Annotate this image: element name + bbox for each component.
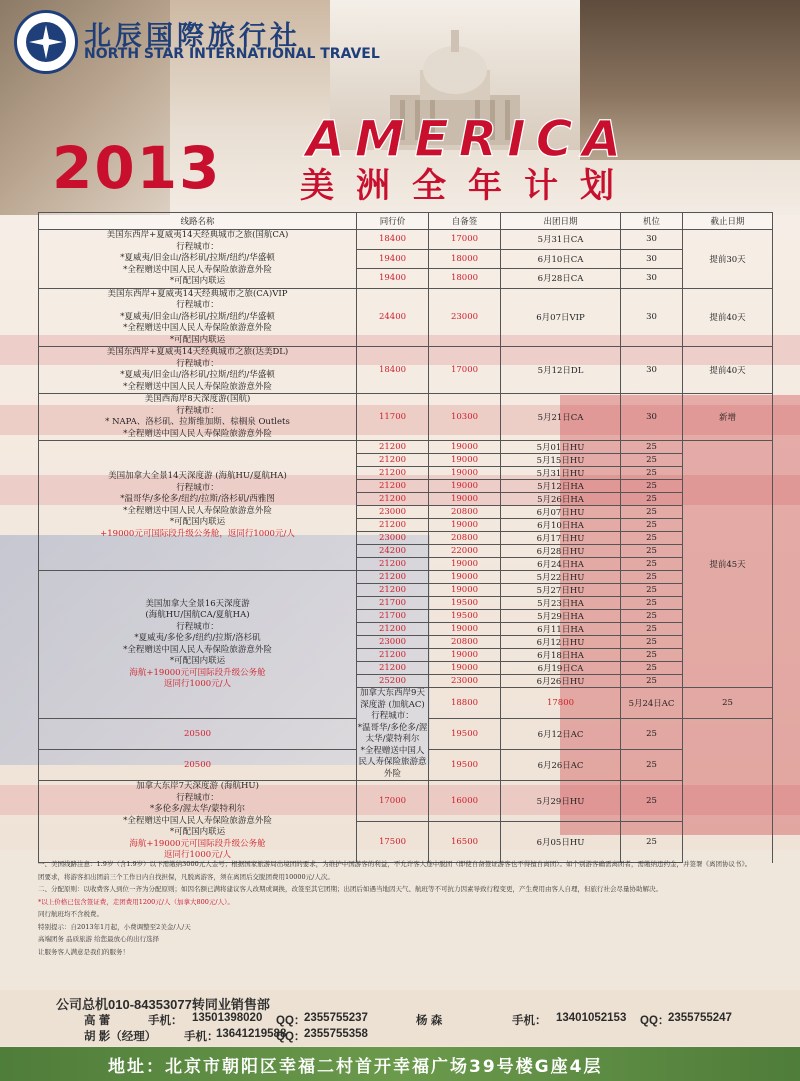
- seats-cell: 30: [621, 288, 683, 347]
- seats-cell: 25: [621, 519, 683, 532]
- route-line: 美国加拿大全景16天深度游: [145, 598, 250, 609]
- route-cell: [39, 781, 357, 863]
- route-line: 美国东西岸+夏威夷14天经典城市之旅(达美DL): [106, 347, 289, 357]
- visa-price-cell: 22000: [429, 545, 501, 558]
- compass-star-icon: [24, 20, 68, 64]
- route-line: 美国东西岸+夏威夷14天经典城市之旅(国航CA): [106, 230, 289, 240]
- note-line: 二、分配原则：以收费客人到位一齐为分配原则；如因名额已满将建议客人改期或调换，改签至其它团期；出团后如遇当地因天气、航班等不可抗力因素导致行程变更，产生费用由客人自理，但旅行社会尽量协助解决。: [38, 885, 662, 893]
- route-line: *夏威夷/多伦多/纽约/拉斯/洛杉矶: [134, 633, 261, 643]
- departure-date-cell: 6月10日CA: [501, 249, 621, 269]
- visa-price-cell: 19000: [429, 493, 501, 506]
- visa-price-cell: 18000: [429, 249, 501, 269]
- note-line: 一、美国线路注意：1.9岁（含1.9岁）以下需缴纳3000元人金号；根据国家旅游局出境团的要求，为维护中国游客的利益，不允许客人途中脱团（即使自备签证游客也不得擅自离团）。如个别游客确需离团者，需缴纳违约金，并签署《离团协议书》。: [38, 860, 752, 868]
- contact-name: 胡 影（经理）: [84, 1031, 157, 1043]
- departure-date-cell: 6月05日HU: [501, 821, 621, 862]
- deadline-cell: 提前40天: [683, 347, 773, 394]
- price-cell: 24200: [357, 545, 429, 558]
- seats-cell: 25: [621, 532, 683, 545]
- phone-label: 手机：: [512, 1015, 547, 1027]
- route-line: *可配国内联运: [169, 276, 226, 286]
- visa-price-cell: 23000: [429, 675, 501, 688]
- departure-date-cell: 5月27日HU: [501, 584, 621, 597]
- subtitle: 美洲全年计划: [300, 166, 636, 206]
- seats-cell: 25: [621, 636, 683, 649]
- visa-price-cell: 19000: [429, 519, 501, 532]
- visa-price-cell: 19000: [429, 584, 501, 597]
- table-row: [39, 347, 773, 394]
- seats-cell: 30: [621, 347, 683, 394]
- visa-price-cell: 19000: [429, 441, 501, 454]
- price-cell: 21200: [357, 662, 429, 675]
- departure-date-cell: 5月01日HU: [501, 441, 621, 454]
- route-cell: [39, 347, 357, 394]
- departure-date-cell: 5月29日HA: [501, 610, 621, 623]
- visa-price-cell: 19000: [429, 649, 501, 662]
- price-cell: 21700: [357, 610, 429, 623]
- price-cell: 11700: [357, 394, 429, 441]
- table-row: [39, 441, 773, 454]
- visa-price-cell: 20800: [429, 532, 501, 545]
- departure-date-cell: 6月10日HA: [501, 519, 621, 532]
- seats-cell: 25: [621, 675, 683, 688]
- header-visa: 自备签: [429, 213, 501, 230]
- visa-price-cell: 19500: [429, 750, 501, 781]
- route-line: 行程城市：: [176, 405, 219, 416]
- price-cell: 21200: [357, 584, 429, 597]
- seats-cell: 25: [621, 545, 683, 558]
- departure-date-cell: 5月31日HU: [501, 467, 621, 480]
- contacts-panel: [0, 990, 800, 1046]
- route-line: *全程赠送中国人民人寿保险旅游意外险: [123, 323, 272, 333]
- visa-price-cell: 19000: [429, 662, 501, 675]
- seats-cell: 25: [621, 584, 683, 597]
- visa-price-cell: 23000: [429, 288, 501, 347]
- price-cell: 21200: [357, 493, 429, 506]
- route-line: 行程城市：: [371, 711, 414, 721]
- route-line: 行程城市：: [176, 241, 219, 252]
- contact-qq[interactable]: 2355755237: [304, 1012, 368, 1024]
- contact-qq[interactable]: 2355755358: [304, 1028, 368, 1040]
- seats-cell: 30: [621, 269, 683, 289]
- route-line: *全程赠送中国人民人寿保险旅游意外险: [123, 644, 272, 655]
- departure-date-cell: 6月07日VIP: [501, 288, 621, 347]
- seats-cell: 25: [621, 662, 683, 675]
- seats-cell: 25: [621, 467, 683, 480]
- note-line: 同行航班均不含税费。: [38, 910, 103, 918]
- route-cell: [39, 230, 357, 289]
- visa-price-cell: 19500: [429, 597, 501, 610]
- seats-cell: 30: [621, 230, 683, 250]
- seats-cell: 25: [621, 781, 683, 822]
- hero-banner: [0, 0, 800, 215]
- departure-date-cell: 5月21日CA: [501, 394, 621, 441]
- contact-phone[interactable]: 13501398020: [192, 1012, 263, 1024]
- departure-date-cell: 5月15日HU: [501, 454, 621, 467]
- departure-date-cell: 6月19日CA: [501, 662, 621, 675]
- america-text: AMERICA: [306, 112, 632, 166]
- price-cell: 19400: [357, 269, 429, 289]
- route-line: *温哥华/多伦多/渥太华/蒙特利尔: [357, 722, 428, 744]
- route-line: *多伦多/渥太华/蒙特利尔: [150, 804, 245, 814]
- contact-phone[interactable]: 13641219588: [216, 1028, 287, 1040]
- note-line: 高端团务 品质旅游 给您最放心的出行选择: [38, 935, 160, 943]
- visa-price-cell: 19000: [429, 480, 501, 493]
- visa-price-cell: 20800: [429, 506, 501, 519]
- seats-cell: 25: [683, 688, 773, 719]
- brand-name-en: NORTH STAR INTERNATIONAL TRAVEL: [84, 46, 380, 62]
- route-upgrade-note: 海航+19000元可国际段升级公务舱: [129, 667, 266, 678]
- header-date: 出团日期: [501, 213, 621, 230]
- price-cell: 21200: [357, 467, 429, 480]
- price-cell: 23000: [357, 532, 429, 545]
- visa-price-cell: 19000: [429, 558, 501, 571]
- visa-price-cell: 16000: [429, 781, 501, 822]
- qq-label: QQ：: [276, 1031, 306, 1043]
- seats-cell: 25: [621, 719, 683, 750]
- visa-price-cell: 20800: [429, 636, 501, 649]
- header-deadline: 截止日期: [683, 213, 773, 230]
- price-cell: 21200: [357, 519, 429, 532]
- price-cell: 18400: [357, 347, 429, 394]
- departure-date-cell: 5月24日AC: [621, 688, 683, 719]
- seats-cell: 25: [621, 649, 683, 662]
- departure-date-cell: 6月28日CA: [501, 269, 621, 289]
- route-line: 行程城市：: [176, 621, 219, 632]
- price-cell: 21200: [357, 480, 429, 493]
- route-cell: [39, 394, 357, 441]
- note-line: 让服务客人满意是我们的服务！: [38, 947, 129, 956]
- price-cell: 17000: [357, 781, 429, 822]
- price-cell: 21200: [357, 558, 429, 571]
- price-cell: 23000: [357, 506, 429, 519]
- route-line: 美国东西岸+夏威夷14天经典城市之旅(CA)VIP: [107, 288, 288, 299]
- route-line: *全程赠送中国人民人寿保险旅游意外险: [123, 428, 272, 439]
- header-seats: 机位: [621, 213, 683, 230]
- visa-price-cell: 19000: [429, 454, 501, 467]
- note-line: 团要求，将游客扣出团前三个工作日内自找担保，凡脱离游客，须在离团后交脱团费用10000元/人次。: [38, 872, 334, 881]
- price-cell: 23000: [357, 636, 429, 649]
- qq-label: QQ：: [276, 1015, 306, 1027]
- header-price: 同行价: [357, 213, 429, 230]
- route-line: *可配国内联运: [169, 827, 226, 837]
- company-phone: 公司总机010-84353077转同业销售部: [56, 997, 270, 1012]
- visa-price-cell: 19500: [429, 610, 501, 623]
- seats-cell: 25: [621, 441, 683, 454]
- notes-section: [38, 858, 772, 958]
- seats-cell: 25: [621, 454, 683, 467]
- route-upgrade-note: 返同行1000元/人: [164, 679, 231, 689]
- price-cell: 20500: [39, 750, 357, 781]
- year-title: 2013: [52, 134, 222, 202]
- table-row: [39, 230, 773, 250]
- route-line: 行程城市：: [176, 300, 219, 310]
- deadline-cell: 新增: [683, 394, 773, 441]
- departure-date-cell: 6月24日HA: [501, 558, 621, 571]
- contact-phone[interactable]: 13401052153: [556, 1012, 627, 1024]
- departure-date-cell: 6月17日HU: [501, 532, 621, 545]
- visa-price-cell: 19000: [429, 571, 501, 584]
- route-cell: [39, 571, 357, 719]
- brand-name-cn: 北辰国際旅行社: [84, 21, 301, 52]
- table-row: [39, 571, 773, 584]
- departure-date-cell: 6月12日HU: [501, 636, 621, 649]
- route-line: * NAPA、洛杉矶、拉斯维加斯、棕榈泉 Outlets: [105, 417, 290, 427]
- price-cell: 21200: [357, 454, 429, 467]
- visa-price-cell: 16500: [429, 821, 501, 862]
- price-cell: 17500: [357, 821, 429, 862]
- table-row: [39, 781, 773, 822]
- header-route: 线路名称: [39, 213, 357, 230]
- deadline-cell: 提前45天: [683, 441, 773, 688]
- route-line: 美国西海岸8天深度游(国航): [144, 394, 251, 404]
- contact-name: 高 蕾: [84, 1015, 111, 1027]
- route-cell: [39, 441, 357, 571]
- table-row: [39, 394, 773, 441]
- route-line: 加拿大东岸7天深度游 (海航HU): [136, 781, 259, 791]
- route-line: 美国加拿大全景14天深度游 (海航HU/夏航HA): [108, 471, 287, 481]
- route-line: *全程赠送中国人民人寿保险旅游意外险: [123, 264, 272, 275]
- seats-cell: 25: [621, 571, 683, 584]
- route-line: *全程赠送中国人民人寿保险旅游意外险: [123, 381, 272, 392]
- address-bar: 地址：北京市朝阳区幸福二村首开幸福广场39号楼G座4层: [0, 1047, 800, 1081]
- departure-date-cell: 5月12日HA: [501, 480, 621, 493]
- departure-date-cell: 6月26日HU: [501, 675, 621, 688]
- visa-price-cell: 10300: [429, 394, 501, 441]
- price-cell: 21200: [357, 441, 429, 454]
- deadline-cell: 提前40天: [683, 288, 773, 347]
- logo-badge: [14, 10, 78, 74]
- departure-date-cell: 6月11日HA: [501, 623, 621, 636]
- deadline-cell: 提前30天: [683, 230, 773, 289]
- departure-date-cell: 6月26日AC: [501, 750, 621, 781]
- visa-price-cell: 19000: [429, 623, 501, 636]
- departure-date-cell: 5月29日HU: [501, 781, 621, 822]
- route-line: *全程赠送中国人民人寿保险旅游意外险: [358, 745, 427, 779]
- visa-price-cell: 17000: [429, 230, 501, 250]
- route-line: 行程城市：: [176, 482, 219, 493]
- visa-price-cell: 17800: [501, 688, 621, 719]
- note-line: 特别提示：自2013年1月起，小费调整至2美金/人/天: [38, 922, 191, 931]
- route-line: *全程赠送中国人民人寿保险旅游意外险: [123, 815, 272, 826]
- route-upgrade-note: 海航+19000元可国际段升级公务舱: [129, 838, 266, 849]
- seats-cell: 25: [621, 821, 683, 862]
- route-line: *温哥华/多伦多/纽约/拉斯/洛杉矶/西雅图: [120, 494, 275, 504]
- qq-label: QQ：: [640, 1015, 670, 1027]
- route-line: *可配国内联运: [169, 656, 226, 666]
- seats-cell: 25: [621, 558, 683, 571]
- price-cell: 21200: [357, 649, 429, 662]
- visa-price-cell: 19000: [429, 467, 501, 480]
- route-line: 行程城市：: [176, 792, 219, 803]
- seats-cell: 30: [621, 249, 683, 269]
- table-header-row: [39, 213, 773, 230]
- departure-date-cell: 6月18日HA: [501, 649, 621, 662]
- visa-price-cell: 18000: [429, 269, 501, 289]
- price-cell: 18800: [429, 688, 501, 719]
- phone-label: 手机：: [148, 1015, 183, 1027]
- seats-cell: 25: [621, 597, 683, 610]
- departure-date-cell: 5月26日HA: [501, 493, 621, 506]
- note-line: *以上价格已包含签证费，走团费用1200元/人（加拿大800元/人）。: [38, 897, 234, 906]
- table-row: [39, 288, 773, 347]
- route-upgrade-note: +19000元可国际段升级公务舱，返同行1000元/人: [100, 528, 295, 539]
- route-cell: [357, 688, 429, 781]
- contact-name: 杨 森: [416, 1015, 443, 1027]
- price-cell: 24400: [357, 288, 429, 347]
- route-line: 行程城市：: [176, 358, 219, 369]
- route-line: *可配国内联运: [169, 334, 226, 345]
- departure-date-cell: 6月28日HU: [501, 545, 621, 558]
- route-line: (海航HU/国航CA/夏航HA): [145, 610, 250, 620]
- price-cell: 20500: [39, 719, 357, 750]
- route-line: *夏威夷/旧金山/洛杉矶/拉斯/纽约/华盛顿: [120, 253, 275, 263]
- phone-label: 手机：: [184, 1031, 219, 1043]
- departure-date-cell: 5月23日HA: [501, 597, 621, 610]
- price-cell: 25200: [357, 675, 429, 688]
- departure-date-cell: 5月22日HU: [501, 571, 621, 584]
- contact-qq[interactable]: 2355755247: [668, 1012, 732, 1024]
- visa-price-cell: 19500: [429, 719, 501, 750]
- departure-date-cell: 6月12日AC: [501, 719, 621, 750]
- route-line: *可配国内联运: [169, 517, 226, 527]
- route-line: 加拿大东西岸9天深度游 (加航AC): [360, 688, 425, 710]
- seats-cell: 25: [621, 480, 683, 493]
- schedule-body: [39, 230, 773, 863]
- price-cell: 19400: [357, 249, 429, 269]
- price-cell: 21700: [357, 597, 429, 610]
- price-cell: 21200: [357, 571, 429, 584]
- departure-date-cell: 6月07日HU: [501, 506, 621, 519]
- seats-cell: 25: [621, 610, 683, 623]
- seats-cell: 25: [621, 493, 683, 506]
- visa-price-cell: 17000: [429, 347, 501, 394]
- route-upgrade-note: 返同行1000元/人: [164, 850, 231, 860]
- seats-cell: 25: [621, 623, 683, 636]
- route-line: *全程赠送中国人民人寿保险旅游意外险: [123, 505, 272, 516]
- route-cell: [39, 288, 357, 347]
- schedule-table: [38, 212, 773, 863]
- price-cell: 21200: [357, 623, 429, 636]
- price-cell: 18400: [357, 230, 429, 250]
- departure-date-cell: 5月31日CA: [501, 230, 621, 250]
- departure-date-cell: 5月12日DL: [501, 347, 621, 394]
- route-line: *夏威夷/旧金山/洛杉矶/拉斯/纽约/华盛顿: [120, 311, 275, 322]
- seats-cell: 25: [621, 750, 683, 781]
- route-line: *夏威夷/旧金山/洛杉矶/拉斯/纽约/华盛顿: [120, 370, 275, 380]
- seats-cell: 25: [621, 506, 683, 519]
- seats-cell: 30: [621, 394, 683, 441]
